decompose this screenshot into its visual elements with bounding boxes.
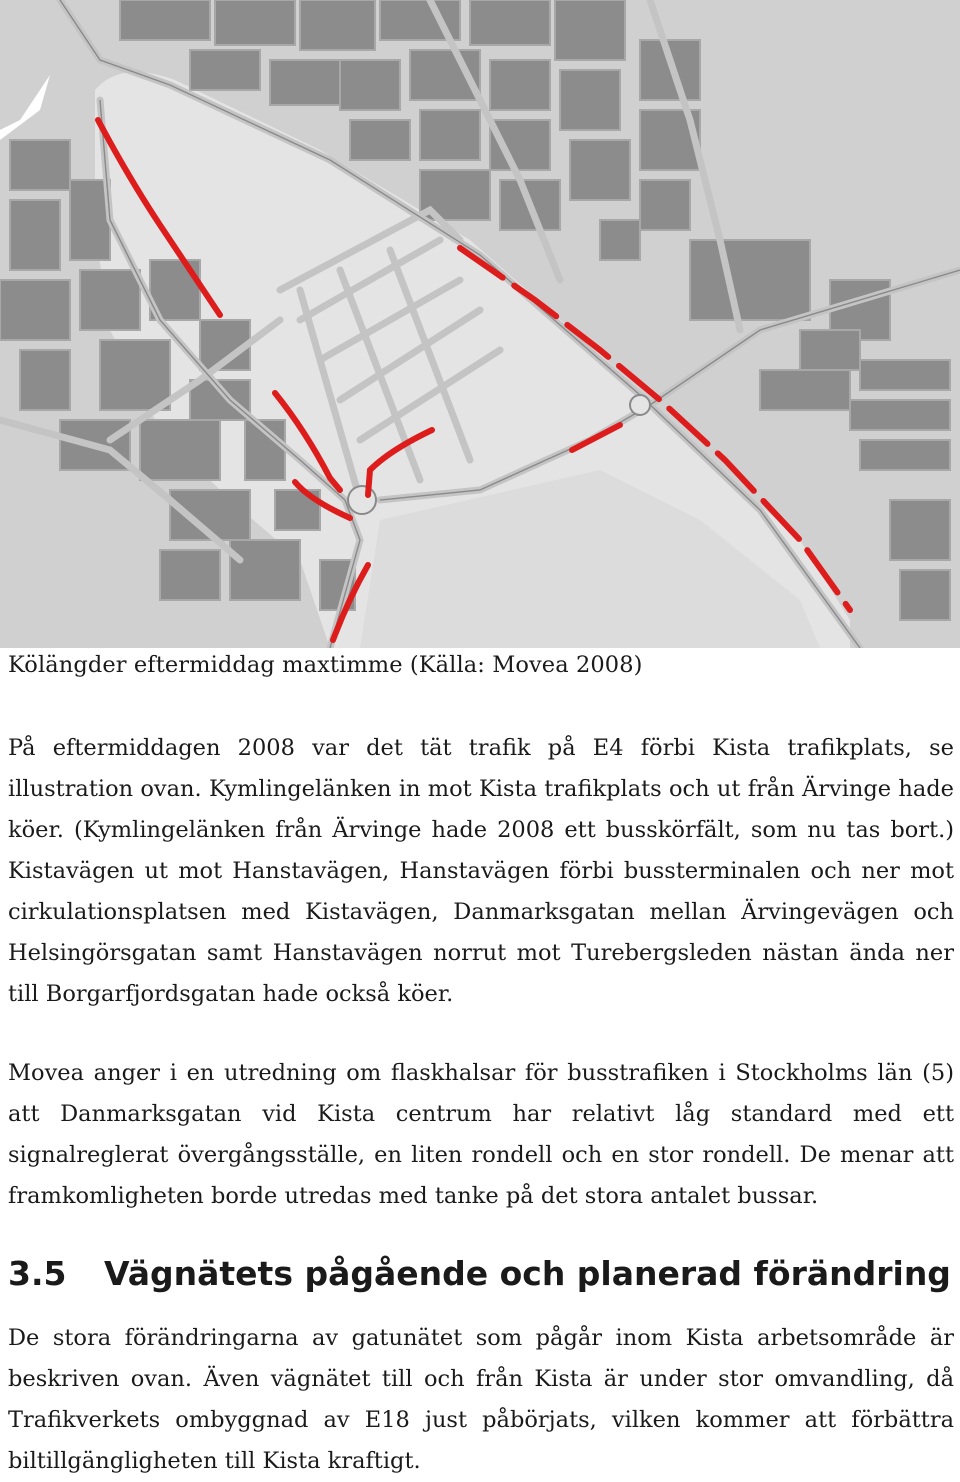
- interchange: [630, 395, 650, 415]
- map-caption: Kölängder eftermiddag maxtimme (Källa: Movea 2008): [8, 652, 643, 678]
- paragraph-movea-bottlenecks: Movea anger i en utredning om flaskhalsar för busstrafiken i Stockholms län (5) att Danmarksgatan vid Kista centrum har relativt låg standard med ett signalreglerat övergångsställe, en liten rondell och en stor rondell. De menar att framkomligheten borde utredas med tanke på det stora antalet bussar.: [8, 1060, 954, 1209]
- section-number: 3.5: [8, 1254, 67, 1293]
- map-svg: [0, 0, 960, 648]
- roundabout: [348, 486, 376, 514]
- traffic-queue-map: [0, 0, 960, 648]
- section-heading: [8, 1254, 954, 1293]
- paragraph-road-network-change: De stora förändringarna av gatunätet som pågår inom Kista arbetsområde är beskriven ovan. Även vägnätet till och från Kista är under stor omvandling, då Trafikverkets ombyggnad av E18 just påbörjats, vilken kommer att förbättra biltillgängligheten till Kista kraftigt.: [8, 1325, 954, 1474]
- paragraph-traffic-2008: På eftermiddagen 2008 var det tät trafik på E4 förbi Kista trafikplats, se illustration ovan. Kymlingelänken in mot Kista trafikplats och ut från Ärvinge hade köer. (Kymlingelänken från Ärvinge hade 2008 ett busskörfält, som nu tas bort.) Kistavägen ut mot Hanstavägen, Hanstavägen förbi bussterminalen och ner mot cirkulationsplatsen med Kistavägen, Danmarksgatan mellan Ärvingevägen och Helsingörsgatan samt Hanstavägen norrut mot Turebergsleden nästan ända ner till Borgarfjordsgatan hade också köer.: [8, 735, 954, 1007]
- section-title: Vägnätets pågående och planerad förändring: [104, 1254, 951, 1293]
